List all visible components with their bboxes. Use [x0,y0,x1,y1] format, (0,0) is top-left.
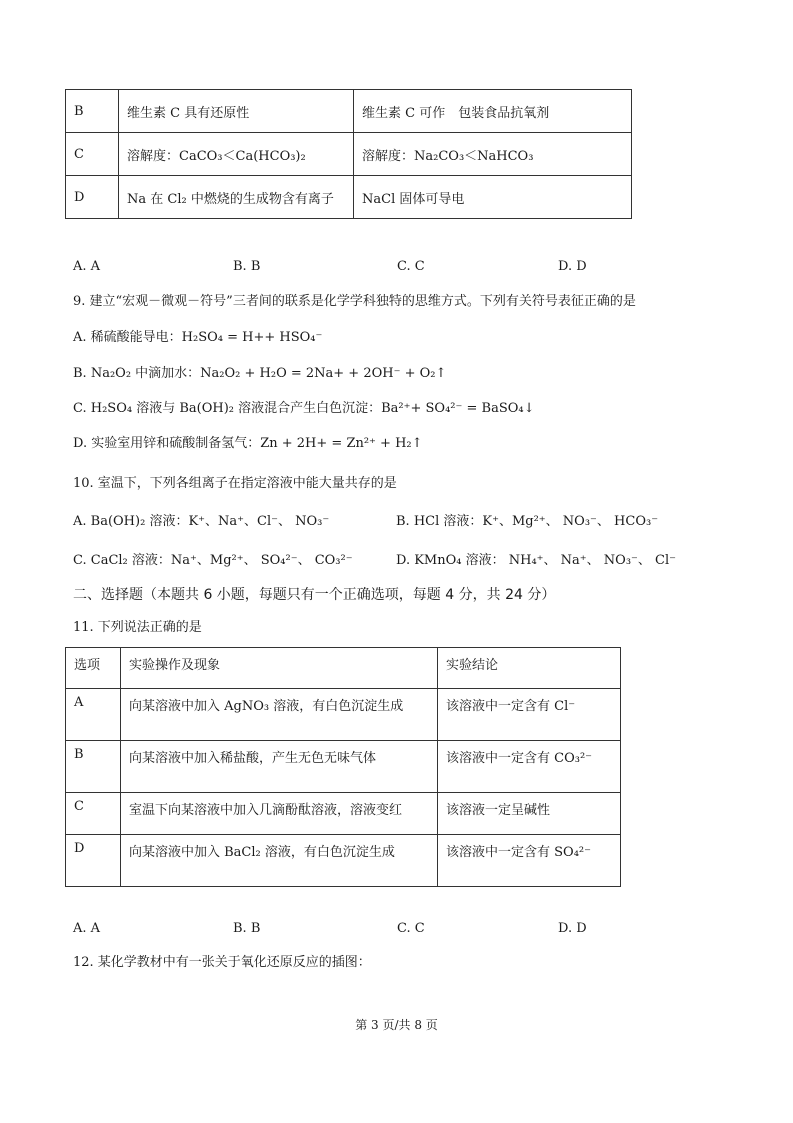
options-table [65,89,632,219]
q9-option-d: D. 实验室用锌和硫酸制备氢气：Zn + 2H+ = Zn²⁺ + H₂↑ [73,436,423,451]
choice-c: C. C [397,259,425,274]
choice-a: A. A [73,259,101,274]
table-row [66,741,621,793]
operation-cell: 向某溶液中加入 AgNO₃ 溶液，有白色沉淀生成 [121,689,438,741]
question-12-stem: 12. 某化学教材中有一张关于氧化还原反应的插图： [73,955,371,970]
column-header: 实验操作及现象 [121,648,438,689]
table-row [66,176,632,219]
choice-d: D. D [558,259,587,274]
experiment-table [65,647,621,887]
conclusion-cell: 该溶液中一定含有 SO₄²⁻ [438,835,621,887]
choice-c: C. C [397,921,425,936]
option-cell: A [66,689,121,741]
statement-cell: NaCl 固体可导电 [354,176,632,219]
q9-option-a: A. 稀硫酸能导电：H₂SO₄ = H++ HSO₄⁻ [73,330,323,345]
page-footer: 第 3 页/共 8 页 [355,1018,438,1032]
option-cell: D [66,835,121,887]
statement-cell: 维生素 C 可作 包装食品抗氧剂 [354,90,632,133]
table-row [66,689,621,741]
option-cell: C [66,793,121,835]
q10-option-a: A. Ba(OH)₂ 溶液：K⁺、Na⁺、Cl⁻、 NO₃⁻ [73,514,330,529]
option-cell: B [66,741,121,793]
table-row [66,835,621,887]
option-cell: C [66,133,119,176]
statement-cell: 维生素 C 具有还原性 [119,90,354,133]
choice-a: A. A [73,921,101,936]
option-cell: D [66,176,119,219]
table-row [66,793,621,835]
statement-cell: 溶解度：Na₂CO₃＜NaHCO₃ [354,133,632,176]
q10-option-b: B. HCl 溶液：K⁺、Mg²⁺、 NO₃⁻、 HCO₃⁻ [396,514,659,529]
choice-b: B. B [233,921,261,936]
conclusion-cell: 该溶液中一定含有 CO₃²⁻ [438,741,621,793]
column-header: 选项 [66,648,121,689]
option-cell: B [66,90,119,133]
conclusion-cell: 该溶液一定呈碱性 [438,793,621,835]
table-row [66,90,632,133]
choice-d: D. D [558,921,587,936]
q9-option-c: C. H₂SO₄ 溶液与 Ba(OH)₂ 溶液混合产生白色沉淀：Ba²⁺+ SO₄²⁻ = BaSO₄↓ [73,401,535,416]
table-header-row [66,648,621,689]
column-header: 实验结论 [438,648,621,689]
q9-option-b: B. Na₂O₂ 中滴加水：Na₂O₂ + H₂O = 2Na+ + 2OH⁻ + O₂↑ [73,366,447,381]
operation-cell: 室温下向某溶液中加入几滴酚酞溶液，溶液变红 [121,793,438,835]
choice-b: B. B [233,259,261,274]
q10-option-d: D. KMnO₄ 溶液： NH₄⁺、 Na⁺、 NO₃⁻、 Cl⁻ [396,553,676,568]
statement-cell: 溶解度：CaCO₃＜Ca(HCO₃)₂ [119,133,354,176]
operation-cell: 向某溶液中加入 BaCl₂ 溶液，有白色沉淀生成 [121,835,438,887]
table-row [66,133,632,176]
question-9-stem: 9. 建立“宏观－微观－符号”三者间的联系是化学学科独特的思维方式。下列有关符号表征正确的是 [73,294,636,309]
q10-option-c: C. CaCl₂ 溶液：Na⁺、Mg²⁺、 SO₄²⁻、 CO₃²⁻ [73,553,353,568]
statement-cell: Na 在 Cl₂ 中燃烧的生成物含有离子 [119,176,354,219]
question-11-stem: 11. 下列说法正确的是 [73,620,202,635]
conclusion-cell: 该溶液中一定含有 Cl⁻ [438,689,621,741]
section-heading: 二、选择题（本题共 6 小题，每题只有一个正确选项，每题 4 分，共 24 分） [73,587,556,603]
question-10-stem: 10. 室温下，下列各组离子在指定溶液中能大量共存的是 [73,476,397,491]
operation-cell: 向某溶液中加入稀盐酸，产生无色无味气体 [121,741,438,793]
